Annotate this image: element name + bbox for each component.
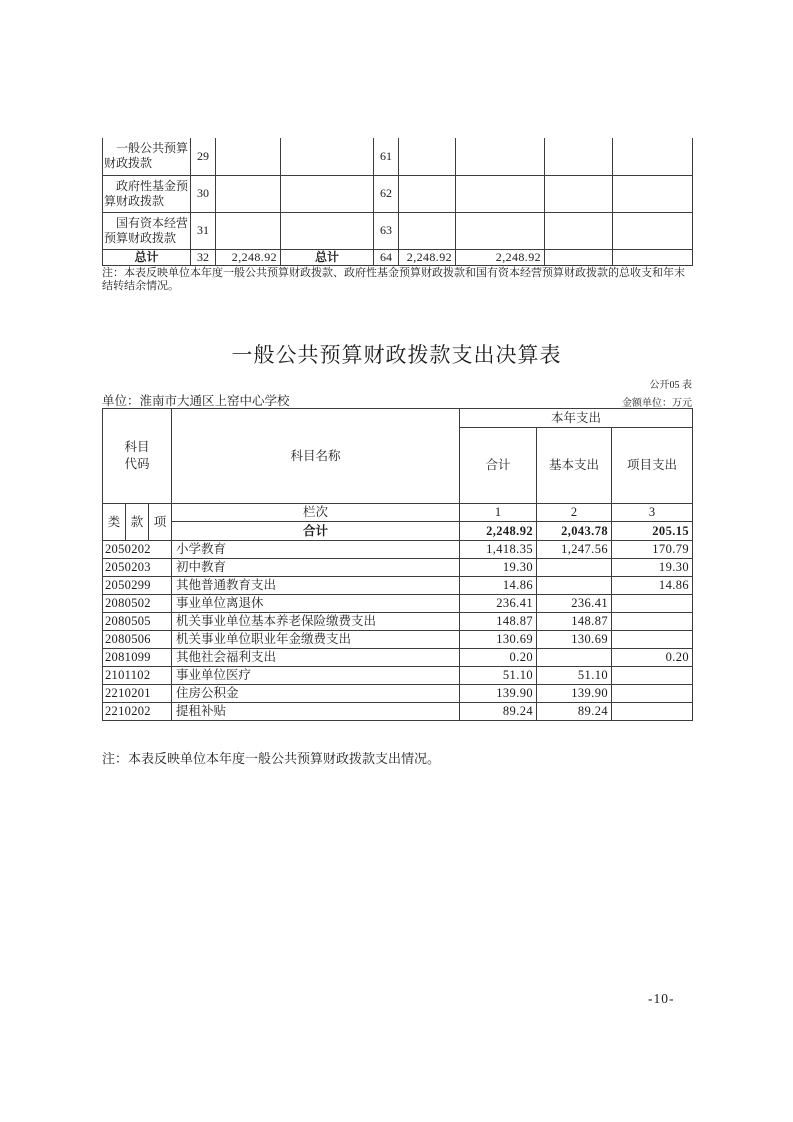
amount-cell xyxy=(216,212,281,249)
amount-cell xyxy=(613,138,693,175)
table-row xyxy=(103,138,693,175)
line-number: 32 xyxy=(191,249,216,265)
subject-code: 2210201 xyxy=(103,685,172,703)
summary-table-note: 注：本表反映单位本年度一般公共预算财政拨款、政府性基金预算财政拨款和国有资本经营预算财政拨款的总收支和年末结转结余情况。 xyxy=(102,267,685,292)
basic-amount xyxy=(537,649,612,667)
subject-code: 2080506 xyxy=(103,631,172,649)
grand-total-row xyxy=(103,249,693,265)
project-col-header: 项目支出 xyxy=(612,428,693,504)
class-header: 类 xyxy=(103,504,126,541)
item-header: 项 xyxy=(149,504,172,541)
amount-cell: 2,248.92 xyxy=(399,249,456,265)
expenditure-table-note: 注：本表反映单位本年度一般公共预算财政拨款支出情况。 xyxy=(102,751,441,766)
amount-cell xyxy=(613,175,693,212)
project-amount xyxy=(612,667,693,685)
subject-code: 2050202 xyxy=(103,541,172,559)
total-amount: 51.10 xyxy=(460,667,537,685)
subject-name: 机关事业单位职业年金缴费支出 xyxy=(172,631,460,649)
subject-code: 2080502 xyxy=(103,595,172,613)
amount-cell xyxy=(216,138,281,175)
amount-cell xyxy=(545,138,613,175)
basic-amount: 148.87 xyxy=(537,613,612,631)
table-meta-row xyxy=(102,391,692,409)
total-amount: 236.41 xyxy=(460,595,537,613)
amount-cell xyxy=(456,212,545,249)
project-amount: 170.79 xyxy=(612,541,693,559)
line-number: 29 xyxy=(191,138,216,175)
basic-amount xyxy=(537,577,612,595)
basic-amount: 130.69 xyxy=(537,631,612,649)
column-number: 3 xyxy=(612,504,693,522)
amount-cell xyxy=(399,138,456,175)
subject-name: 事业单位离退休 xyxy=(172,595,460,613)
total-amount: 130.69 xyxy=(460,631,537,649)
header-row-1 xyxy=(103,409,693,428)
total-amount: 148.87 xyxy=(460,613,537,631)
line-number: 31 xyxy=(191,212,216,249)
summary-table-continuation xyxy=(102,138,693,266)
subject-code: 2210202 xyxy=(103,703,172,721)
subject-name: 初中教育 xyxy=(172,559,460,577)
basic-amount: 51.10 xyxy=(537,667,612,685)
table-code-label: 公开05 表 xyxy=(649,380,692,391)
table-row xyxy=(103,559,693,577)
subject-name: 事业单位医疗 xyxy=(172,667,460,685)
project-amount: 19.30 xyxy=(612,559,693,577)
row-label: 一般公共预算财政拨款 xyxy=(103,138,191,175)
subject-code-header xyxy=(103,409,172,504)
table-row xyxy=(103,595,693,613)
basic-amount: 1,247.56 xyxy=(537,541,612,559)
table-row xyxy=(103,613,693,631)
line-number: 64 xyxy=(374,249,399,265)
subject-name: 机关事业单位基本养老保险缴费支出 xyxy=(172,613,460,631)
project-amount: 205.15 xyxy=(612,522,693,541)
amount-cell xyxy=(399,175,456,212)
total-label: 总计 xyxy=(281,249,374,265)
section-header: 款 xyxy=(126,504,149,541)
row-label: 国有资本经营预算财政拨款 xyxy=(103,212,191,249)
amount-cell xyxy=(456,138,545,175)
total-col-header: 合计 xyxy=(460,428,537,504)
line-number: 30 xyxy=(191,175,216,212)
basic-amount xyxy=(537,559,612,577)
line-number: 61 xyxy=(374,138,399,175)
subject-name: 其他普通教育支出 xyxy=(172,577,460,595)
total-row xyxy=(103,522,693,541)
amount-cell xyxy=(216,175,281,212)
subject-name: 住房公积金 xyxy=(172,685,460,703)
line-number: 63 xyxy=(374,212,399,249)
total-row-label: 合计 xyxy=(172,522,460,541)
amount-cell xyxy=(545,249,613,265)
total-amount: 139.90 xyxy=(460,685,537,703)
line-number: 62 xyxy=(374,175,399,212)
basic-amount: 2,043.78 xyxy=(537,522,612,541)
basic-amount: 139.90 xyxy=(537,685,612,703)
row-label xyxy=(281,212,374,249)
project-amount: 0.20 xyxy=(612,649,693,667)
amount-cell: 2,248.92 xyxy=(216,249,281,265)
basic-col-header: 基本支出 xyxy=(537,428,612,504)
amount-cell xyxy=(545,175,613,212)
amount-cell xyxy=(456,175,545,212)
subject-name-header: 科目名称 xyxy=(172,409,460,504)
row-label: 政府性基金预算财政拨款 xyxy=(103,175,191,212)
project-amount xyxy=(612,613,693,631)
project-amount xyxy=(612,595,693,613)
year-expense-header: 本年支出 xyxy=(460,409,693,428)
total-amount: 89.24 xyxy=(460,703,537,721)
total-amount: 19.30 xyxy=(460,559,537,577)
column-number: 2 xyxy=(537,504,612,522)
table-row xyxy=(103,577,693,595)
project-amount xyxy=(612,703,693,721)
table-row xyxy=(103,667,693,685)
page-title: 一般公共预算财政拨款支出决算表 xyxy=(231,343,562,367)
subject-code: 2080505 xyxy=(103,613,172,631)
basic-amount: 236.41 xyxy=(537,595,612,613)
column-label: 栏次 xyxy=(172,504,460,522)
basic-amount: 89.24 xyxy=(537,703,612,721)
total-label: 总计 xyxy=(103,249,191,265)
row-label xyxy=(281,175,374,212)
amount-cell xyxy=(613,249,693,265)
table-row xyxy=(103,631,693,649)
table-row xyxy=(103,685,693,703)
subject-code: 2050203 xyxy=(103,559,172,577)
subject-code: 2050299 xyxy=(103,577,172,595)
column-index-row xyxy=(103,504,693,522)
subject-code: 2081099 xyxy=(103,649,172,667)
subject-name: 提租补贴 xyxy=(172,703,460,721)
table-row xyxy=(103,212,693,249)
amount-cell: 2,248.92 xyxy=(456,249,545,265)
table-row xyxy=(103,649,693,667)
amount-cell xyxy=(399,212,456,249)
table-row xyxy=(103,541,693,559)
row-label xyxy=(281,138,374,175)
page-number: -10- xyxy=(648,991,675,1006)
total-amount: 0.20 xyxy=(460,649,537,667)
amount-unit-label: 金额单位：万元 xyxy=(622,398,692,409)
project-amount: 14.86 xyxy=(612,577,693,595)
amount-cell xyxy=(545,212,613,249)
unit-name-label: 单位：淮南市大通区上窑中心学校 xyxy=(102,394,290,408)
subject-name: 小学教育 xyxy=(172,541,460,559)
total-amount: 2,248.92 xyxy=(460,522,537,541)
project-amount xyxy=(612,685,693,703)
expenditure-table xyxy=(102,408,693,721)
subject-name: 其他社会福利支出 xyxy=(172,649,460,667)
project-amount xyxy=(612,631,693,649)
subject-code-header-text: 科目代码 xyxy=(124,440,150,471)
table-row xyxy=(103,703,693,721)
table-row xyxy=(103,175,693,212)
total-amount: 1,418.35 xyxy=(460,541,537,559)
total-amount: 14.86 xyxy=(460,577,537,595)
amount-cell xyxy=(613,212,693,249)
subject-code: 2101102 xyxy=(103,667,172,685)
column-number: 1 xyxy=(460,504,537,522)
